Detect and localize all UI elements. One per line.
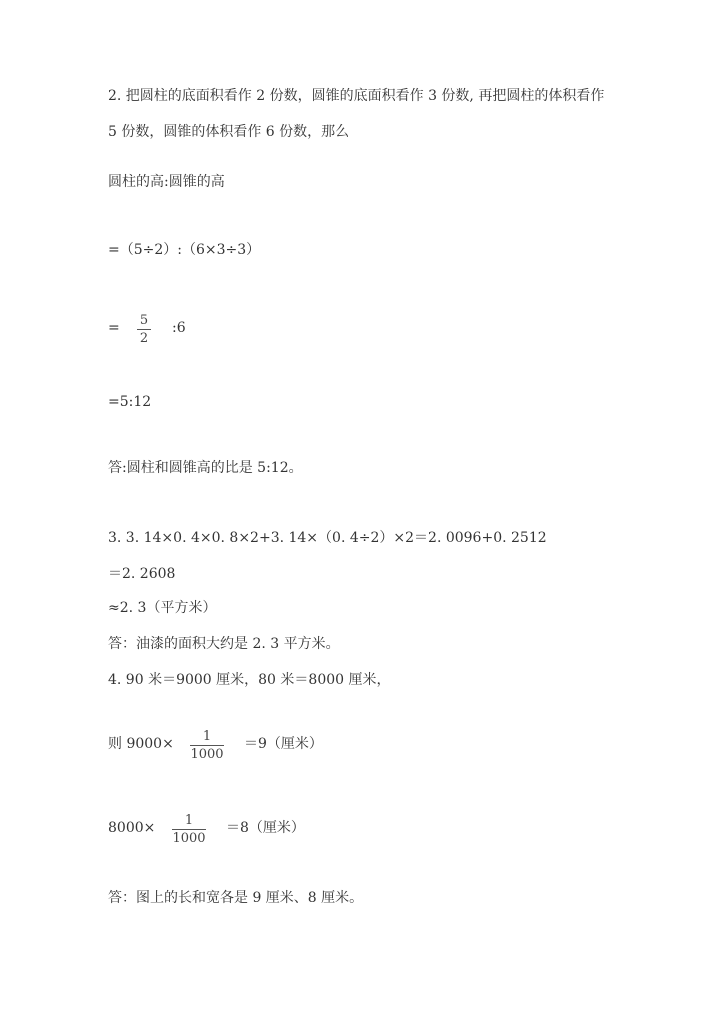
- q4-answer: 答：图上的长和宽各是 9 厘米、8 厘米。: [108, 890, 364, 906]
- q3-line-3: ≈2. 3（平方米）: [108, 600, 217, 616]
- q4-fraction-2-numerator: 1: [184, 813, 194, 828]
- q2-line-1: 2. 把圆柱的底面积看作 2 份数，圆锥的底面积看作 3 份数, 再把圆柱的体积看作: [108, 88, 605, 104]
- q2-answer: 答:圆柱和圆锥高的比是 5:12。: [108, 460, 303, 476]
- q4-line-2-prefix: 则 9000×: [108, 736, 174, 752]
- q4-fraction-1-numerator: 1: [202, 729, 212, 744]
- fraction-bar: [137, 329, 151, 330]
- q2-line-4: =（5÷2）:（6×3÷3）: [108, 242, 261, 258]
- q4-line-3-suffix: ＝8（厘米）: [226, 820, 305, 836]
- q2-fraction-denominator: 2: [139, 331, 149, 346]
- fraction-bar: [172, 829, 206, 830]
- q4-fraction-2-denominator: 1000: [172, 831, 206, 846]
- q3-answer: 答：油漆的面积大约是 2. 3 平方米。: [108, 636, 340, 652]
- q3-line-1: 3. 3. 14×0. 4×0. 8×2+3. 14×（0. 4÷2）×2＝2. 0096+0. 2512: [108, 530, 547, 546]
- q4-fraction-1-denominator: 1000: [190, 747, 224, 762]
- q2-line-2: 5 份数，圆锥的体积看作 6 份数，那么: [108, 124, 350, 140]
- q4-fraction-1: [190, 729, 224, 762]
- q4-line-1: 4. 90 米＝9000 厘米，80 米＝8000 厘米，: [108, 672, 391, 688]
- q2-line-5-suffix: :6: [172, 320, 186, 336]
- q2-fraction-numerator: 5: [139, 313, 149, 328]
- q2-fraction: [137, 313, 151, 346]
- q3-line-2: ＝2. 2608: [108, 566, 176, 582]
- fraction-bar: [190, 745, 224, 746]
- q4-line-3-prefix: 8000×: [108, 820, 156, 836]
- q2-line-3: 圆柱的高:圆锥的高: [108, 174, 225, 190]
- q4-fraction-2: [172, 813, 206, 846]
- q2-line-5-prefix: =: [108, 320, 120, 336]
- q4-line-2-suffix: ＝9（厘米）: [244, 736, 323, 752]
- q2-line-6: =5:12: [108, 394, 152, 410]
